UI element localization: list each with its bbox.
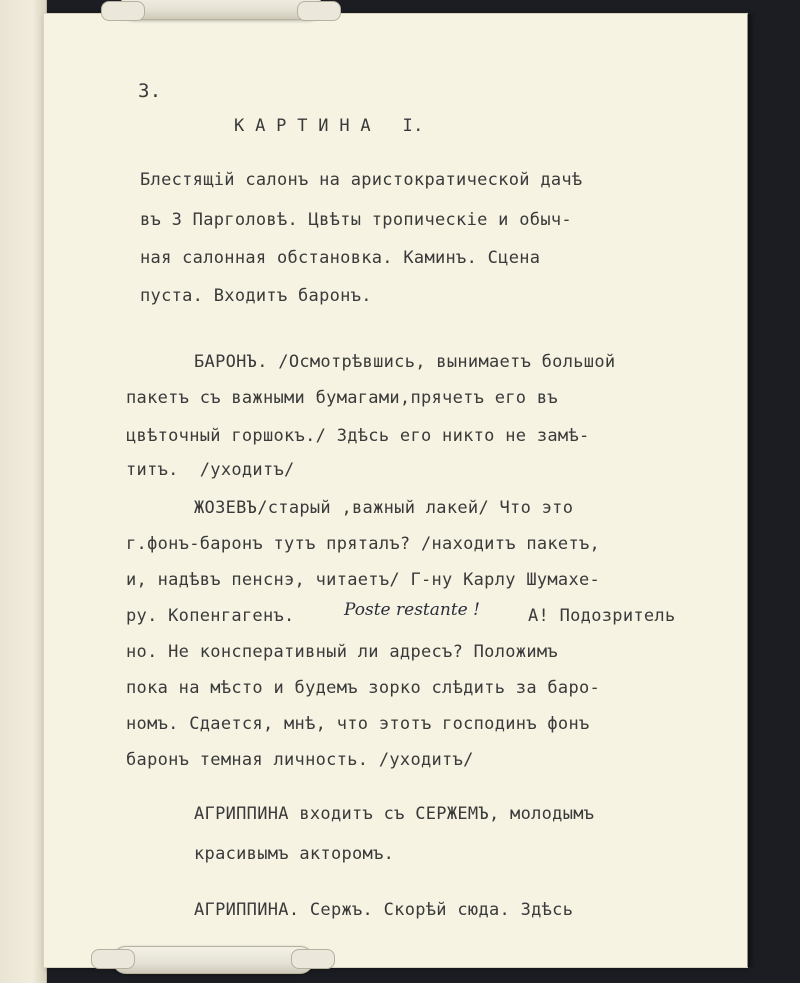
text-line: титъ. /уходитъ/ — [126, 460, 295, 480]
text-line: А! Подозритель — [528, 606, 676, 626]
bottom-page-clip — [112, 946, 314, 974]
text-line: ная салонная обстановка. Каминъ. Сцена — [140, 248, 541, 268]
text-line: пока на мѣсто и будемъ зорко слѣдить за баро- — [126, 678, 601, 698]
text-line: и, надѣвъ пенснэ, читаетъ/ Г-ну Карлу Шумахе- — [126, 570, 601, 590]
text-line: АГРИППИНА входитъ съ СЕРЖЕМЪ, молодымъ — [194, 804, 595, 824]
handwritten-insert: Poste restante ! — [344, 600, 480, 620]
text-line: номъ. Сдается, мнѣ, что этотъ господинъ фонъ — [126, 714, 590, 734]
text-line: г.фонъ-баронъ тутъ пряталъ? /находитъ пакетъ, — [126, 534, 601, 554]
text-line: пуста. Входитъ баронъ. — [140, 286, 372, 306]
scene-heading: К А Р Т И Н А I. — [234, 116, 424, 136]
text-line: цвѣточный горшокъ./ Здѣсь его никто не замѣ- — [126, 426, 590, 446]
top-page-clip — [120, 0, 322, 20]
text-line: ру. Копенгагенъ. — [126, 606, 295, 626]
text-line: БАРОНЪ. /Осмотрѣвшись, вынимаетъ большой — [194, 352, 616, 372]
facing-page-edge — [0, 0, 47, 983]
text-line: пакетъ съ важными бумагами,прячетъ его въ — [126, 388, 558, 408]
text-line: Блестящiй салонъ на аристократической дачѣ — [140, 170, 583, 190]
page-edge-shadow — [747, 14, 755, 967]
text-line: но. Не консперативный ли адресъ? Положимъ — [126, 642, 558, 662]
text-line: ЖОЗЕВЪ/старый ,важный лакей/ Что это — [194, 498, 574, 518]
text-line: баронъ темная личность. /уходитъ/ — [126, 750, 474, 770]
text-line: въ 3 Парголовѣ. Цвѣты тропическiе и обыч- — [140, 210, 572, 230]
page-number: 3. — [138, 80, 162, 102]
typewritten-page — [44, 14, 747, 967]
text-line: АГРИППИНА. Сержъ. Скорѣй сюда. Здѣсь — [194, 900, 574, 920]
text-line: красивымъ акторомъ. — [194, 844, 395, 864]
